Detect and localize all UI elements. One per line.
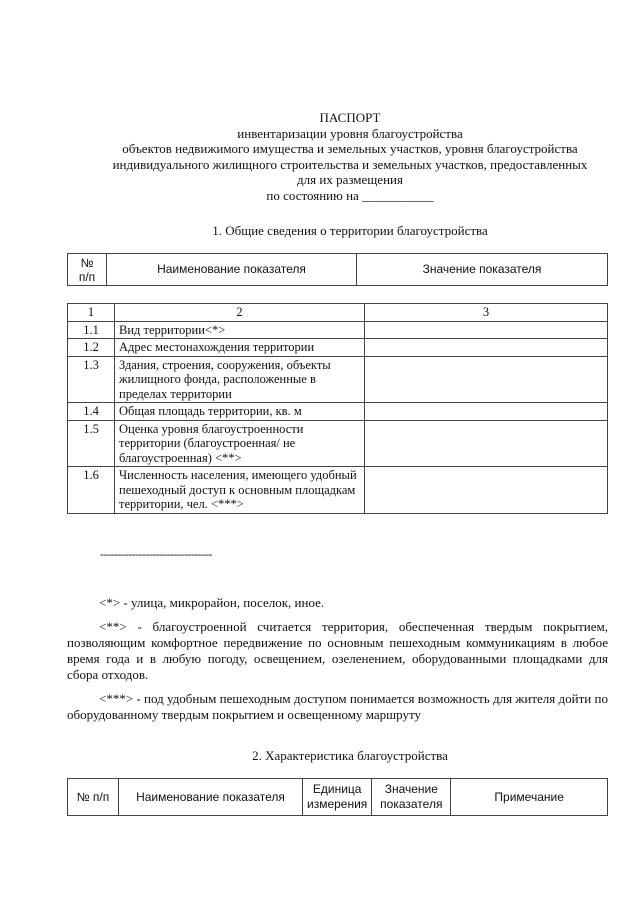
row-number: 1.5	[68, 420, 115, 467]
column-numbers-row	[68, 304, 608, 322]
row-value	[365, 356, 608, 403]
row-value	[365, 339, 608, 357]
row-value	[365, 321, 608, 339]
table-row	[68, 356, 608, 403]
column-number-2: 2	[115, 304, 365, 322]
table-row	[68, 467, 608, 514]
footnotes	[67, 595, 608, 723]
col-value: Значение показателя	[372, 779, 451, 816]
section-1-title: 1. Общие сведения о территории благоустройства	[212, 223, 488, 238]
document-title: ПАСПОРТ	[319, 110, 381, 125]
table-row	[68, 339, 608, 357]
header-line-3: индивидуального жилищного строительства и земельных участков, предоставленных	[112, 156, 588, 172]
row-value	[365, 467, 608, 514]
row-name: Вид территории<*>	[115, 321, 365, 339]
footnote-2: <**> - благоустроенной считается территория, обеспеченная твердым покрытием, позволяющим комфортное передвижение по основным пешеходным коммуникациям в любое время года и в любую погоду, освещением, озеленением, оборудованными площадками для сбора отходов.	[67, 619, 608, 682]
footnote-3: <***> - под удобным пешеходным доступом понимается возможность для жителя дойти по оборудованному твердым покрытием и освещенному маршруту	[67, 691, 608, 722]
row-number: 1.6	[68, 467, 115, 514]
header-col-number: № п/п	[68, 254, 107, 286]
col-unit: Единица измерения	[303, 779, 372, 816]
row-value	[365, 420, 608, 467]
table-row	[68, 420, 608, 467]
table-row	[68, 321, 608, 339]
col-indicator-name: Наименование показателя	[119, 779, 303, 816]
column-number-3: 3	[365, 304, 608, 322]
table-row	[68, 403, 608, 421]
header-line-1: инвентаризации уровня благоустройства	[237, 125, 463, 141]
row-name: Оценка уровня благоустроенности территории (благоустроенная/ не благоустроенная) <**>	[115, 420, 365, 467]
row-number: 1.4	[68, 403, 115, 421]
section-1-header-table	[67, 253, 608, 286]
section-2-title: 2. Характеристика благоустройства	[252, 748, 448, 763]
row-number: 1.2	[68, 339, 115, 357]
header-col-value: Значение показателя	[357, 254, 608, 286]
header-col-name: Наименование показателя	[107, 254, 357, 286]
row-name: Адрес местонахождения территории	[115, 339, 365, 357]
col-number: № п/п	[68, 779, 119, 816]
footnote-1: <*> - улица, микрорайон, поселок, иное.	[99, 595, 325, 610]
column-number-1: 1	[68, 304, 115, 322]
row-number: 1.3	[68, 356, 115, 403]
row-number: 1.1	[68, 321, 115, 339]
header-line-2: объектов недвижимого имущества и земельных участков, уровня благоустройства	[122, 141, 578, 157]
row-name: Здания, строения, сооружения, объекты жилищного фонда, расположенные в пределах территории	[115, 356, 365, 403]
row-name: Общая площадь территории, кв. м	[115, 403, 365, 421]
row-name: Численность населения, имеющего удобный пешеходный доступ к основным площадкам территории, чел. <***>	[115, 467, 365, 514]
header-line-5: по состоянию на ___________	[266, 187, 434, 203]
footnote-separator: --------------------------------	[100, 547, 212, 561]
section-2-header-table	[67, 778, 608, 816]
section-1-data-table	[67, 303, 608, 514]
row-value	[365, 403, 608, 421]
passport-header	[60, 110, 640, 204]
header-line-4: для их размещения	[297, 172, 403, 188]
col-note: Примечание	[451, 779, 608, 816]
